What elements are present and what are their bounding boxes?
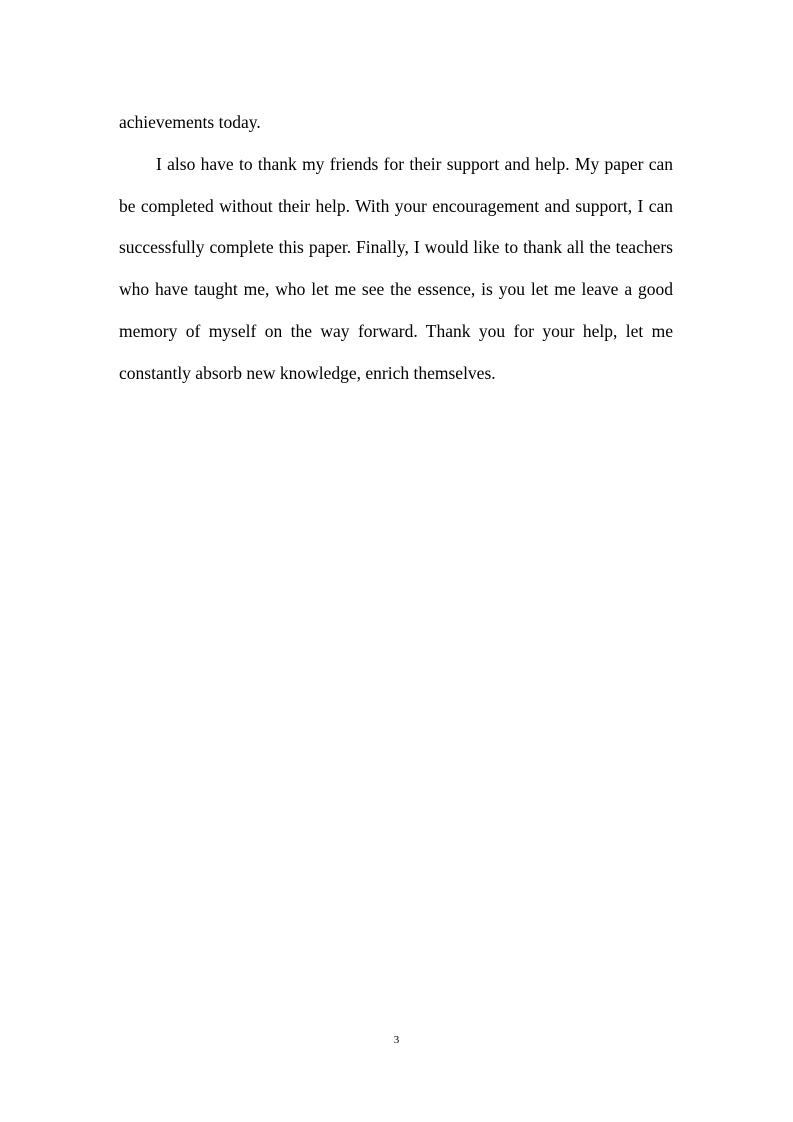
page-number: 3 <box>393 1034 400 1046</box>
paragraph-acknowledgement: I also have to thank my friends for their support and help. My paper can be completed without their help. With your encouragement and support, I can successfully complete this paper. Finally, I would like to thank all the teachers who have taught me, who let me see the essence, is you let me leave a good memory of myself on the way forward. Thank you for your help, let me constantly absorb new knowledge, enrich themselves. <box>119 153 673 383</box>
body-text <box>119 102 673 395</box>
paragraph-continuation: achievements today. <box>119 112 261 132</box>
